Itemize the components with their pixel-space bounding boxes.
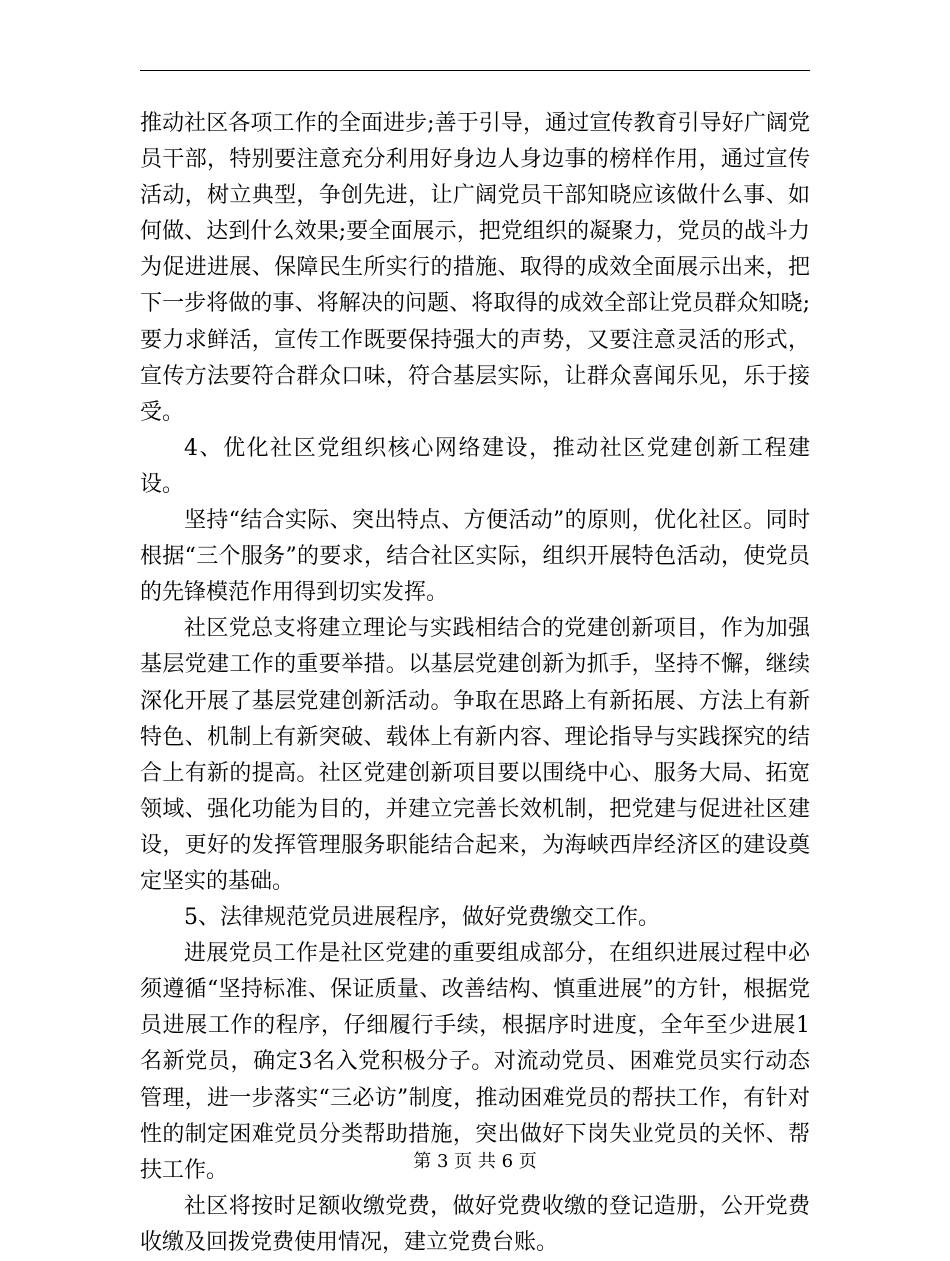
paragraph: 社区党总支将建立理论与实践相结合的党建创新项目，作为加强基层党建工作的重要举措。以基层党建创新为抓手，坚持不懈，继续深化开展了基层党建创新活动。争取在思路上有新拓展、方法上有新特色、机制上有新突破、载体上有新内容、理论指导与实践探究的结合上有新的提高。社区党建创新项目要以围绕中心、服务大局、拓宽领域、强化功能为目的，并建立完善长效机制，把党建与促进社区建设，更好的发挥管理服务职能结合起来，为海峡西岸经济区的建设奠定坚实的基础。 (140, 616, 810, 894)
paragraph-continuation: 推动社区各项工作的全面进步;善于引导，通过宣传教育引导好广阔党员干部，特别要注意充分利用好身边人身边事的榜样作用，通过宣传活动，树立典型，争创先进，让广阔党员干部知晓应该做什么事、如何做、达到什么效果;要全面展示，把党组织的凝聚力，党员的战斗力为促进进展、保障民生所实行的措施、取得的成效全面展示出来，把下一步将做的事、将解决的问题、将取得的成效全部让党员群众知晓;要力求鲜活，宣传工作既要保持强大的声势，又要注意灵活的形式，宣传方法要符合群众口味，符合基层实际，让群众喜闻乐见，乐于接受。 (140, 111, 810, 425)
header-rule (140, 70, 810, 71)
page-number: 第 3 页 共 6 页 (413, 1151, 537, 1172)
document-body (140, 106, 810, 1261)
paragraph: 社区将按时足额收缴党费，做好党费收缴的登记造册，公开党费收缴及回拨党费使用情况，建立党费台账。 (140, 1193, 810, 1255)
paragraph: 进展党员工作是社区党建的重要组成部分，在组织进展过程中必须遵循“坚持标准、保证质量、改善结构、慎重进展”的方针，根据党员进展工作的程序，仔细履行手续，根据序时进度，全年至少进展1名新党员，确定3名入党积极分子。对流动党员、困难党员实行动态管理，进一步落实“三必访”制度，推动困难党员的帮扶工作，有针对性的制定困难党员分类帮助措施，突出做好下岗失业党员的关怀、帮扶工作。 (140, 941, 810, 1183)
section-heading-5: 5、法律规范党员进展程序，做好党费缴交工作。 (184, 905, 660, 931)
section-heading-4: 4、优化社区党组织核心网络建设，推动社区党建创新工程建设。 (140, 435, 810, 497)
paragraph: 坚持“结合实际、突出特点、方便活动”的原则，优化社区。同时根据“三个服务”的要求，结合社区实际，组织开展特色活动，使党员的先锋模范作用得到切实发挥。 (140, 508, 810, 606)
